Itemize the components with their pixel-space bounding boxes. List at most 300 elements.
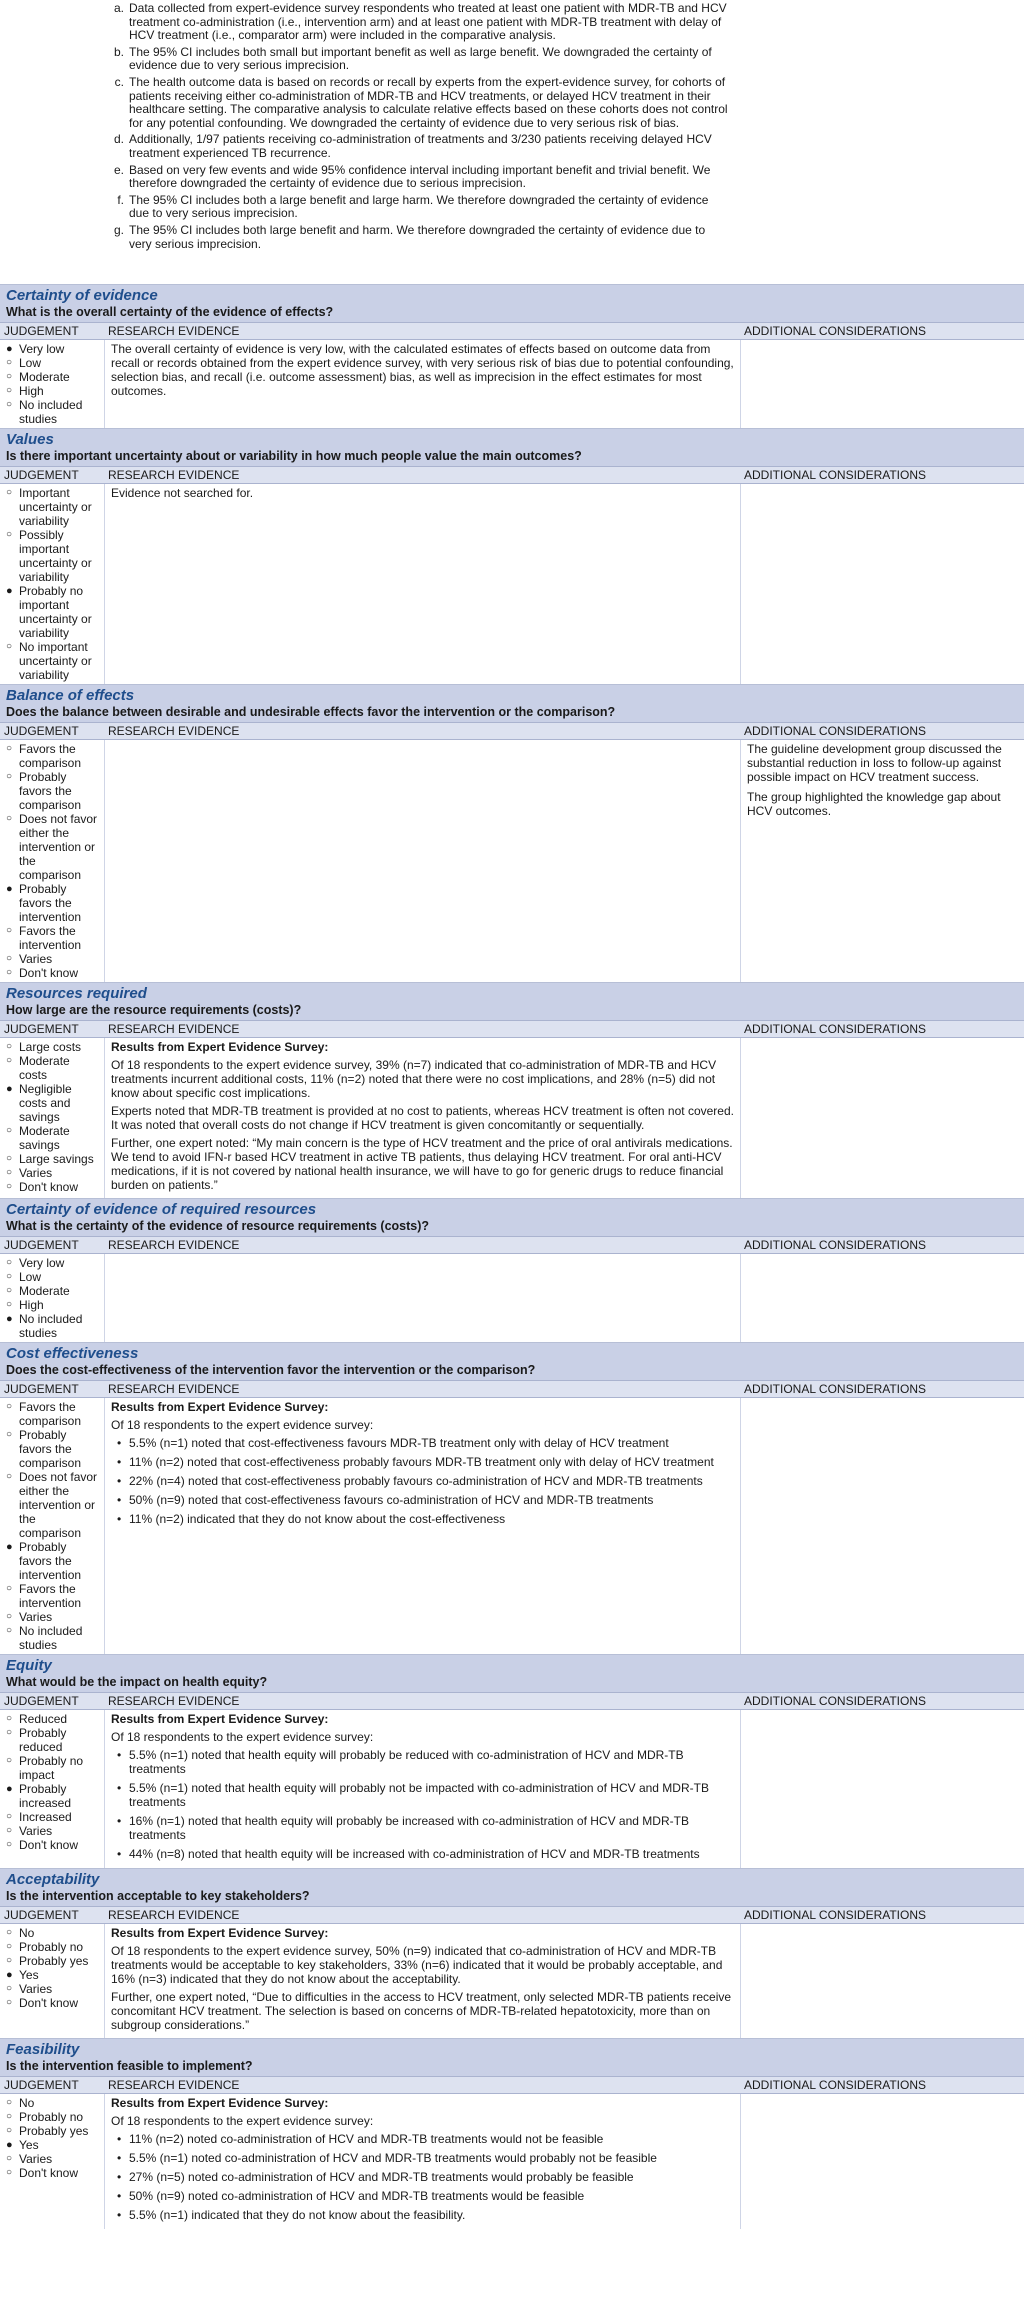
header-judgement: JUDGEMENT	[4, 1022, 79, 1036]
header-additional-considerations: ADDITIONAL CONSIDERATIONS	[744, 1022, 927, 1036]
selected-radio-icon: ●	[6, 1541, 13, 1553]
radio-icon: ○	[6, 925, 13, 936]
bullet-icon: •	[117, 2189, 122, 2203]
bullet-icon: •	[117, 2170, 122, 2184]
research-paragraph: The overall certainty of evidence is very low, with the calculated estimates of effects based on outcome data from recall or records obtained from the expert evidence survey, with very serious risk of bias due to potential confounding, selection bias, and recall (i.e. outcome assessment) bias, as well as imprecision in the effect estimates for most outcomes.	[111, 342, 734, 398]
research-bullet-list	[111, 2132, 734, 2222]
research-evidence	[104, 740, 740, 982]
judgement-option	[6, 370, 98, 384]
research-bullet	[117, 2170, 734, 2184]
judgement-option-label: Probably yes	[19, 2124, 89, 2138]
judgement-option-label: Possibly important uncertainty or variability	[19, 528, 92, 584]
judgement-option	[6, 1166, 98, 1180]
header-judgement: JUDGEMENT	[4, 1694, 79, 1708]
judgement-option-label: Varies	[19, 1610, 53, 1624]
radio-icon: ○	[6, 1153, 13, 1164]
criterion-question: Does the balance between desirable and undesirable effects favor the intervention or the comparison?	[0, 705, 1024, 722]
bullet-icon: •	[117, 1847, 122, 1861]
radio-icon: ○	[6, 2111, 13, 2122]
header-judgement: JUDGEMENT	[4, 724, 79, 738]
judgement-option	[6, 1824, 98, 1838]
radio-icon: ○	[6, 1401, 13, 1412]
judgement-option	[6, 812, 98, 882]
criterion-body-row	[0, 484, 1024, 684]
footnote-item	[110, 164, 730, 191]
criterion-title: Cost effectiveness	[0, 1343, 1024, 1363]
judgement-option	[6, 1926, 98, 1940]
research-evidence	[104, 2094, 740, 2229]
judgement-option	[6, 1312, 98, 1340]
judgement-option	[6, 1996, 98, 2010]
radio-icon: ○	[6, 1055, 13, 1066]
selected-radio-icon: ●	[6, 1313, 13, 1325]
judgement-option	[6, 1470, 98, 1540]
research-bullet	[117, 2208, 734, 2222]
research-bullet-text: 11% (n=2) indicated that they do not know about the cost-effectiveness	[129, 1512, 506, 1526]
criterion-body-row	[0, 1710, 1024, 1868]
judgement-option	[6, 1152, 98, 1166]
criterion-question: What would be the impact on health equity?	[0, 1675, 1024, 1692]
judgement-option	[6, 2110, 98, 2124]
radio-icon: ○	[6, 1429, 13, 1440]
judgement-option-label: High	[19, 1298, 44, 1312]
footnote-letter: b.	[113, 44, 124, 59]
judgement-option	[6, 1754, 98, 1782]
judgement-options	[0, 340, 104, 428]
judgement-option-label: No	[19, 2096, 35, 2110]
judgement-option-label: Moderate costs	[19, 1054, 70, 1082]
research-evidence	[104, 1254, 740, 1342]
additional-considerations	[740, 1710, 1024, 1868]
column-header-row	[0, 2076, 1024, 2094]
selected-radio-icon: ●	[6, 343, 13, 355]
bullet-icon: •	[117, 1436, 122, 1450]
header-research-evidence: RESEARCH EVIDENCE	[108, 1908, 240, 1922]
judgement-option-label: Don't know	[19, 1180, 78, 1194]
criterion-body-row	[0, 1254, 1024, 1342]
judgement-option-label: Don't know	[19, 1838, 78, 1852]
footnote-item	[110, 224, 730, 251]
research-bullet-list	[111, 1436, 734, 1526]
bullet-icon: •	[117, 1814, 122, 1828]
header-research-evidence: RESEARCH EVIDENCE	[108, 724, 240, 738]
judgement-option	[6, 1968, 98, 1982]
research-bullet	[117, 2151, 734, 2165]
judgement-option	[6, 2124, 98, 2138]
criterion-body-row	[0, 740, 1024, 982]
judgement-option	[6, 1040, 98, 1054]
bullet-icon: •	[117, 1493, 122, 1507]
additional-considerations	[740, 740, 1024, 982]
research-heading: Results from Expert Evidence Survey:	[111, 1926, 329, 1940]
criterion-body-row	[0, 2094, 1024, 2229]
header-additional-considerations: ADDITIONAL CONSIDERATIONS	[744, 724, 927, 738]
judgement-option	[6, 966, 98, 980]
judgement-options	[0, 1254, 104, 1342]
header-judgement: JUDGEMENT	[4, 1908, 79, 1922]
judgement-option	[6, 1982, 98, 1996]
judgement-option-label: Does not favor either the intervention or the comparison	[19, 812, 98, 882]
judgement-option-label: Low	[19, 1270, 42, 1284]
research-paragraph: Further, one expert noted, “Due to difficulties in the access to HCV treatment, only selected MDR-TB patients receive concomitant HCV treatment. The selection is based on concerns of MDR-TB-related hepatotoxicity, more than on subgroup considerations.”	[111, 1990, 732, 2032]
radio-icon: ○	[6, 1271, 13, 1282]
criterion-feasibility	[0, 2038, 1024, 2229]
radio-icon: ○	[6, 1955, 13, 1966]
judgement-option-label: Favors the intervention	[19, 924, 82, 952]
header-research-evidence: RESEARCH EVIDENCE	[108, 2078, 240, 2092]
column-header-row	[0, 1692, 1024, 1710]
header-judgement: JUDGEMENT	[4, 1382, 79, 1396]
radio-icon: ○	[6, 1041, 13, 1052]
research-paragraph: Of 18 respondents to the expert evidence survey:	[111, 1730, 374, 1744]
radio-icon: ○	[6, 1927, 13, 1938]
radio-icon: ○	[6, 1167, 13, 1178]
additional-considerations	[740, 1038, 1024, 1198]
header-additional-considerations: ADDITIONAL CONSIDERATIONS	[744, 1382, 927, 1396]
radio-icon: ○	[6, 1811, 13, 1822]
research-bullet-text: 27% (n=5) noted co-administration of HCV and MDR-TB treatments would probably be feasible	[129, 2170, 634, 2184]
judgement-option-label: Moderate	[19, 1284, 70, 1298]
research-bullet	[117, 1748, 734, 1776]
selected-radio-icon: ●	[6, 1083, 13, 1095]
header-additional-considerations: ADDITIONAL CONSIDERATIONS	[744, 1908, 927, 1922]
judgement-option	[6, 742, 98, 770]
criterion-equity	[0, 1654, 1024, 1868]
judgement-option	[6, 486, 98, 528]
radio-icon: ○	[6, 1583, 13, 1594]
radio-icon: ○	[6, 743, 13, 754]
research-bullet	[117, 1781, 734, 1809]
research-bullet-text: 50% (n=9) noted that cost-effectiveness favours co-administration of HCV and MDR-TB treatments	[129, 1493, 654, 1507]
judgement-options	[0, 484, 104, 684]
criterion-question: Does the cost-effectiveness of the intervention favor the intervention or the comparison?	[0, 1363, 1024, 1380]
additional-considerations	[740, 1398, 1024, 1654]
radio-icon: ○	[6, 1825, 13, 1836]
footnote-text: Additionally, 1/97 patients receiving co-administration of treatments and 3/230 patients receiving delayed HCV treatment experienced TB recurrence.	[129, 132, 712, 160]
judgement-option-label: Varies	[19, 1166, 53, 1180]
research-bullet-text: 11% (n=2) noted co-administration of HCV and MDR-TB treatments would not be feasible	[129, 2132, 604, 2146]
criterion-body-row	[0, 1398, 1024, 1654]
selected-radio-icon: ●	[6, 883, 13, 895]
radio-icon: ○	[6, 399, 13, 410]
research-paragraph: Of 18 respondents to the expert evidence survey:	[111, 2114, 374, 2128]
footnote-letter: c.	[114, 74, 124, 89]
judgement-option	[6, 1940, 98, 1954]
criterion-question: What is the certainty of the evidence of resource requirements (costs)?	[0, 1219, 1024, 1236]
additional-considerations	[740, 1254, 1024, 1342]
judgement-option	[6, 1180, 98, 1194]
judgement-option-label: Probably no important uncertainty or variability	[19, 584, 92, 640]
bullet-icon: •	[117, 1748, 122, 1762]
judgement-option-label: Favors the intervention	[19, 1582, 82, 1610]
judgement-option-label: Varies	[19, 952, 53, 966]
column-header-row	[0, 322, 1024, 340]
radio-icon: ○	[6, 967, 13, 978]
bullet-icon: •	[117, 1455, 122, 1469]
research-bullet	[117, 1814, 734, 1842]
criterion-cost-effectiveness	[0, 1342, 1024, 1654]
footnote-text: The 95% CI includes both large benefit and harm. We therefore downgraded the certainty of evidence due to very serious imprecision.	[129, 222, 706, 251]
judgement-option-label: Large savings	[19, 1152, 94, 1166]
header-research-evidence: RESEARCH EVIDENCE	[108, 1238, 240, 1252]
criterion-title: Values	[0, 429, 1024, 449]
radio-icon: ○	[6, 1299, 13, 1310]
header-additional-considerations: ADDITIONAL CONSIDERATIONS	[744, 468, 927, 482]
research-bullet-text: 50% (n=9) noted co-administration of HCV and MDR-TB treatments would be feasible	[129, 2189, 585, 2203]
footnote-item	[110, 2, 730, 43]
research-bullet	[117, 1455, 734, 1469]
judgement-option-label: Probably no	[19, 2110, 84, 2124]
radio-icon: ○	[6, 1471, 13, 1482]
judgement-option-label: No included studies	[19, 1624, 83, 1652]
selected-radio-icon: ●	[6, 1783, 13, 1795]
radio-icon: ○	[6, 529, 13, 540]
judgement-option-label: Very low	[19, 342, 65, 356]
radio-icon: ○	[6, 1611, 13, 1622]
judgement-option-label: Probably favors the intervention	[19, 882, 82, 924]
header-research-evidence: RESEARCH EVIDENCE	[108, 324, 240, 338]
judgement-option-label: Probably increased	[19, 1782, 72, 1810]
research-bullet-text: 5.5% (n=1) noted that cost-effectiveness favours MDR-TB treatment only with delay of HCV treatment	[129, 1436, 669, 1450]
header-additional-considerations: ADDITIONAL CONSIDERATIONS	[744, 1694, 927, 1708]
radio-icon: ○	[6, 953, 13, 964]
judgement-option-label: Important uncertainty or variability	[19, 486, 92, 528]
research-bullet-text: 5.5% (n=1) noted that health equity will probably be reduced with co-administration of HCV and MDR-TB treatments	[129, 1748, 684, 1776]
additional-paragraph: The group highlighted the knowledge gap about HCV outcomes.	[747, 790, 1001, 818]
research-bullet	[117, 1512, 734, 1526]
criterion-title: Resources required	[0, 983, 1024, 1003]
judgement-option	[6, 2138, 98, 2152]
judgement-option-label: High	[19, 384, 44, 398]
footnote-item	[110, 194, 730, 221]
judgement-option-label: Yes	[19, 2138, 39, 2152]
radio-icon: ○	[6, 1625, 13, 1636]
research-heading: Results from Expert Evidence Survey:	[111, 1040, 329, 1054]
research-evidence	[104, 1398, 740, 1654]
footnote-text: The 95% CI includes both small but important benefit as well as large benefit. We downgraded the certainty of evidence due to very serious imprecision.	[129, 44, 712, 73]
column-header-row	[0, 1020, 1024, 1038]
criterion-values	[0, 428, 1024, 684]
judgement-option	[6, 1954, 98, 1968]
header-research-evidence: RESEARCH EVIDENCE	[108, 1022, 240, 1036]
research-evidence	[104, 1924, 740, 2038]
research-bullet	[117, 1474, 734, 1488]
judgement-option-label: Probably no	[19, 1940, 84, 1954]
radio-icon: ○	[6, 1983, 13, 1994]
research-bullet	[117, 1436, 734, 1450]
research-bullet	[117, 2132, 734, 2146]
footnote-item	[110, 76, 730, 130]
selected-radio-icon: ●	[6, 1969, 13, 1981]
radio-icon: ○	[6, 2167, 13, 2178]
radio-icon: ○	[6, 1713, 13, 1724]
judgement-options	[0, 1710, 104, 1868]
additional-considerations	[740, 484, 1024, 684]
column-header-row	[0, 466, 1024, 484]
criterion-question: What is the overall certainty of the evidence of effects?	[0, 305, 1024, 322]
footnote-item	[110, 133, 730, 160]
criterion-resources-required	[0, 982, 1024, 1198]
research-paragraph: Of 18 respondents to the expert evidence survey, 50% (n=9) indicated that co-administration of HCV and MDR-TB treatments would be acceptable to key stakeholders, 33% (n=6) indicated that it would be probably acceptable, and 16% (n=3) indicated that they do not know about the acceptability.	[111, 1944, 723, 1986]
judgement-option-label: Don't know	[19, 2166, 78, 2180]
judgement-option	[6, 1726, 98, 1754]
radio-icon: ○	[6, 2153, 13, 2164]
radio-icon: ○	[6, 2097, 13, 2108]
criterion-body-row	[0, 1924, 1024, 2038]
header-research-evidence: RESEARCH EVIDENCE	[108, 1382, 240, 1396]
selected-radio-icon: ●	[6, 2139, 13, 2151]
criterion-title: Acceptability	[0, 1869, 1024, 1889]
header-additional-considerations: ADDITIONAL CONSIDERATIONS	[744, 2078, 927, 2092]
judgement-option-label: Favors the comparison	[19, 1400, 82, 1428]
judgement-option-label: Moderate	[19, 370, 70, 384]
research-paragraph: Evidence not searched for.	[111, 486, 254, 500]
research-bullet-text: 16% (n=1) noted that health equity will probably be increased with co-administration of HCV and MDR-TB treatments	[129, 1814, 689, 1842]
research-heading: Results from Expert Evidence Survey:	[111, 2096, 329, 2110]
radio-icon: ○	[6, 357, 13, 368]
criterion-title: Feasibility	[0, 2039, 1024, 2059]
research-paragraph: Of 18 respondents to the expert evidence survey:	[111, 1418, 374, 1432]
column-header-row	[0, 1906, 1024, 1924]
judgement-option-label: Moderate savings	[19, 1124, 70, 1152]
footnote-item	[110, 46, 730, 73]
judgement-option-label: Low	[19, 356, 42, 370]
judgement-option-label: Don't know	[19, 966, 78, 980]
judgement-option	[6, 1284, 98, 1298]
judgement-option-label: Don't know	[19, 1996, 78, 2010]
judgement-option-label: Probably no impact	[19, 1754, 84, 1782]
judgement-option-label: Large costs	[19, 1040, 82, 1054]
criterion-question: Is the intervention acceptable to key stakeholders?	[0, 1889, 1024, 1906]
radio-icon: ○	[6, 641, 13, 652]
judgement-option	[6, 2152, 98, 2166]
judgement-option-label: Probably favors the intervention	[19, 1540, 82, 1582]
judgement-option-label: Reduced	[19, 1712, 68, 1726]
footnote-letter: e.	[113, 162, 124, 177]
radio-icon: ○	[6, 1181, 13, 1192]
judgement-option-label: Varies	[19, 2152, 53, 2166]
radio-icon: ○	[6, 813, 13, 824]
judgement-option	[6, 1270, 98, 1284]
additional-paragraph: The guideline development group discussed the substantial reduction in loss to follow-up against possible impact on HCV treatment success.	[747, 742, 1002, 784]
criterion-certainty-of-evidence	[0, 284, 1024, 428]
criterion-title: Equity	[0, 1655, 1024, 1675]
bullet-icon: •	[117, 2151, 122, 2165]
judgement-options	[0, 1038, 104, 1198]
research-evidence	[104, 1038, 740, 1198]
research-bullet-text: 22% (n=4) noted that cost-effectiveness probably favours co-administration of HCV and MDR-TB treatments	[129, 1474, 703, 1488]
judgement-option	[6, 1540, 98, 1582]
footnote-letter: g.	[113, 222, 124, 237]
judgement-option	[6, 1054, 98, 1082]
radio-icon: ○	[6, 385, 13, 396]
footnote-letter: d.	[113, 132, 124, 147]
criterion-question: How large are the resource requirements (costs)?	[0, 1003, 1024, 1020]
judgement-option	[6, 1712, 98, 1726]
header-judgement: JUDGEMENT	[4, 324, 79, 338]
radio-icon: ○	[6, 1997, 13, 2008]
judgement-option-label: Probably yes	[19, 1954, 89, 1968]
footnote-text: Based on very few events and wide 95% confidence interval including important benefit and trivial benefit. We therefore downgraded the certainty of evidence due to serious imprecision.	[129, 162, 711, 191]
footnote-text: The 95% CI includes both a large benefit and large harm. We therefore downgraded the certainty of evidence due to very serious imprecision.	[129, 192, 709, 221]
judgement-option	[6, 1582, 98, 1610]
research-evidence	[104, 1710, 740, 1868]
criterion-body-row	[0, 340, 1024, 428]
bullet-icon: •	[117, 2208, 122, 2222]
judgement-options	[0, 740, 104, 982]
judgement-option	[6, 1124, 98, 1152]
bullet-icon: •	[117, 1781, 122, 1795]
judgement-option	[6, 1810, 98, 1824]
criterion-title: Balance of effects	[0, 685, 1024, 705]
header-research-evidence: RESEARCH EVIDENCE	[108, 468, 240, 482]
criterion-body-row	[0, 1038, 1024, 1198]
judgement-options	[0, 1924, 104, 2038]
additional-considerations	[740, 1924, 1024, 2038]
bullet-icon: •	[117, 1512, 122, 1526]
criterion-acceptability	[0, 1868, 1024, 2038]
radio-icon: ○	[6, 1941, 13, 1952]
judgement-option-label: No included studies	[19, 1312, 83, 1340]
column-header-row	[0, 1236, 1024, 1254]
judgement-options	[0, 1398, 104, 1654]
judgement-option	[6, 770, 98, 812]
bullet-icon: •	[117, 1474, 122, 1488]
radio-icon: ○	[6, 487, 13, 498]
judgement-option-label: Varies	[19, 1982, 53, 1996]
judgement-option	[6, 1782, 98, 1810]
radio-icon: ○	[6, 1285, 13, 1296]
research-heading: Results from Expert Evidence Survey:	[111, 1712, 329, 1726]
judgement-option	[6, 1082, 98, 1124]
research-bullet-text: 11% (n=2) noted that cost-effectiveness probably favours MDR-TB treatment only with delay of HCV treatment	[129, 1455, 714, 1469]
header-judgement: JUDGEMENT	[4, 1238, 79, 1252]
judgement-option	[6, 1610, 98, 1624]
footnote-letter: a.	[113, 1, 124, 15]
footnote-letter: f.	[117, 192, 124, 207]
judgement-option-label: Probably reduced	[19, 1726, 67, 1754]
header-additional-considerations: ADDITIONAL CONSIDERATIONS	[744, 324, 927, 338]
judgement-option	[6, 882, 98, 924]
judgement-option	[6, 2166, 98, 2180]
judgement-option-label: Does not favor either the intervention or the comparison	[19, 1470, 98, 1540]
judgement-option	[6, 1428, 98, 1470]
criterion-question: Is the intervention feasible to implement?	[0, 2059, 1024, 2076]
judgement-option	[6, 1298, 98, 1312]
judgement-option-label: No	[19, 1926, 35, 1940]
radio-icon: ○	[6, 2125, 13, 2136]
additional-considerations	[740, 340, 1024, 428]
judgement-option-label: Probably favors the comparison	[19, 770, 82, 812]
criterion-balance-of-effects	[0, 684, 1024, 982]
judgement-option-label: Very low	[19, 1256, 65, 1270]
judgement-option	[6, 924, 98, 952]
footnote-text: The health outcome data is based on records or recall by experts from the expert-evidence survey, for cohorts of patients receiving either co-administration of MDR-TB and HCV treatments, or delayed HCV treatment in their healthcare setting. The comparative analysis to calculate relative effects based on these cohorts does not control for any potential confounding. We downgraded the certainty of evidence due to very serious risk of bias.	[129, 74, 728, 130]
criterion-certainty-of-required-resources	[0, 1198, 1024, 1342]
judgement-option	[6, 1624, 98, 1652]
radio-icon: ○	[6, 1257, 13, 1268]
footnotes-list	[0, 2, 730, 251]
judgement-option	[6, 398, 98, 426]
judgement-option	[6, 640, 98, 682]
criterion-title: Certainty of evidence of required resources	[0, 1199, 1024, 1219]
judgement-option-label: Negligible costs and savings	[19, 1082, 72, 1124]
research-bullet-text: 5.5% (n=1) noted co-administration of HCV and MDR-TB treatments would probably not be feasible	[129, 2151, 657, 2165]
research-bullet-text: 5.5% (n=1) indicated that they do not know about the feasibility.	[129, 2208, 466, 2222]
footnote-text: Data collected from expert-evidence survey respondents who treated at least one patient with MDR-TB and HCV treatment co-administration (i.e., intervention arm) and at least one patient with MDR-TB treatment with delay of HCV treatment (i.e., comparator arm) were included in the comparative analysis.	[129, 1, 727, 43]
radio-icon: ○	[6, 1125, 13, 1136]
judgement-options	[0, 2094, 104, 2229]
